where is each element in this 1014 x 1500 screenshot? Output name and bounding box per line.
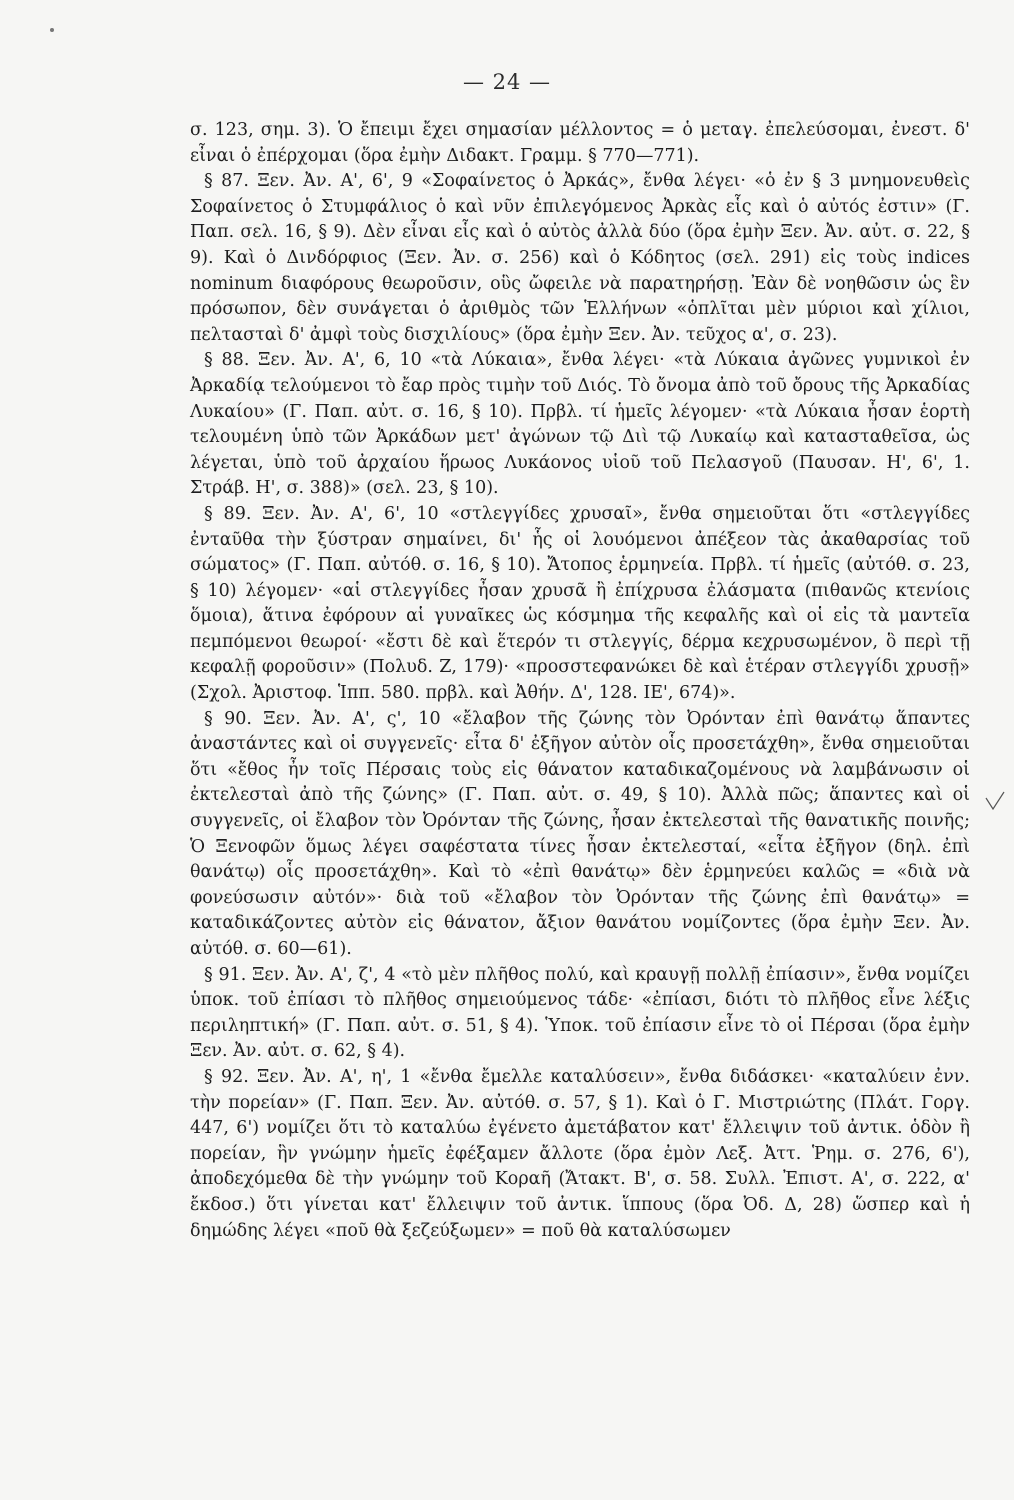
paragraph-90: § 90. Ξεν. Ἀν. Α', ς', 10 «ἔλαβον τῆς ζώνης τὸν Ὀρόνταν ἐπὶ θανάτῳ ἅπαντες ἀναστάντες καὶ οἱ συγγενεῖς· εἶτα δ' ἐξῆγον αὐτὸν οἷς προσετάχθη», ἔνθα σημειοῦται ὅτι «ἔθος ἦν τοῖς Πέρσαις τοὺς εἰς θάνατον καταδικαζομένους νὰ λαμβάνωσιν οἱ ἐκτελεσταὶ ἀπὸ τῆς ζώνης» (Γ. Παπ. αὐτ. σ. 49, § 10). Ἀλλὰ πῶς; ἅπαντες καὶ οἱ συγγενεῖς, οἱ ἔλαβον τὸν Ὀρόνταν τῆς ζώνης, ἦσαν ἐκτελεσταὶ τῆς θανατικῆς ποινῆς; Ὁ Ξενοφῶν ὅμως λέγει σαφέστατα τίνες ἦσαν ἐκτελεσταί, «εἶτα ἐξῆγον (δηλ. ἐπὶ θανάτῳ) οἷς προσετάχθη». Καὶ τὸ «ἐπὶ θανάτῳ» δὲν ἑρμηνεύει καλῶς = «διὰ νὰ φονεύσωσιν αὐτόν»· διὰ τοῦ «ἔλαβον τὸν Ὀρόνταν τῆς ζώνης ἐπὶ θανάτῳ» = καταδικάζοντες αὐτὸν εἰς θάνατον, ἄξιον θανάτου νομίζοντες (ὅρα ἐμὴν Ξεν. Ἀν. αὐτόθ. σ. 60—61).: [190, 708, 970, 959]
paragraph-92: § 92. Ξεν. Ἀν. Α', η', 1 «ἔνθα ἔμελλε καταλύσειν», ἔνθα διδάσκει· «καταλύειν ἐνν. τὴν πορείαν» (Γ. Παπ. Ξεν. Ἀν. αὐτόθ. σ. 57, § 1). Καὶ ὁ Γ. Μιστριώτης (Πλάτ. Γοργ. 447, 6') νομίζει ὅτι τὸ καταλύω ἐγένετο ἀμετάβατον κατ' ἔλλειψιν τοῦ ἀντικ. ὁδὸν ἢ πορείαν, ἣν γνώμην ἡμεῖς ἐφέξαμεν ἄλλοτε (ὅρα ἐμὸν Λεξ. Ἀττ. Ῥημ. σ. 276, 6'), ἀποδεχόμεθα δὲ τὴν γνώμην τοῦ Κοραῆ (Ἄτακτ. Β', σ. 58. Συλλ. Ἐπιστ. Α', σ. 222, α' ἔκδοσ.) ὅτι γίνεται κατ' ἔλλειψιν τοῦ ἀντικ. ἵππους (ὅρα Ὀδ. Δ, 28) ὥσπερ καὶ ἡ δημώδης λέγει «ποῦ θὰ ξεζεύξωμεν» = ποῦ θὰ καταλύσωμεν: [190, 1066, 970, 1241]
paragraph-89: § 89. Ξεν. Ἀν. Α', 6', 10 «στλεγγίδες χρυσαῖ», ἔνθα σημειοῦται ὅτι «στλεγγίδες ἐνταῦθα τὴν ξύστραν σημαίνει, δι' ἧς οἱ λουόμενοι ἀπέξεον τὰς ἀκαθαρσίας τοῦ σώματος» (Γ. Παπ. αὐτόθ. σ. 16, § 10). Ἄτοπος ἑρμηνεία. Πρβλ. τί ἡμεῖς (αὐτόθ. σ. 23, § 10) λέγομεν· «αἱ στλεγγίδες ἦσαν χρυσᾶ ἢ ἐπίχρυσα ἐλάσματα (πιθανῶς κτενίοις ὅμοια), ἅτινα ἐφόρουν αἱ γυναῖκες ὡς κόσμημα τῆς κεφαλῆς καὶ οἱ εἰς τὰ μαντεῖα πεμπόμενοι θεωροί· «ἔστι δὲ καὶ ἕτερόν τι στλεγγίς, δέρμα κεχρυσωμένον, ὃ περὶ τῇ κεφαλῇ φοροῦσιν» (Πολυδ. Ζ, 179)· «προσστεφανώκει δὲ καὶ ἑτέραν στλεγγίδι χρυσῇ» (Σχολ. Ἀριστοφ. Ἱππ. 580. πρβλ. καὶ Ἀθήν. Δ', 128. ΙΕ', 674)».: [190, 503, 970, 704]
page-number: — 24 —: [462, 70, 552, 94]
paragraph-continuation: σ. 123, σημ. 3). Ὁ ἔπειμι ἔχει σημασίαν μέλλοντος = ὁ μεταγ. ἐπελεύσομαι, ἐνεστ. δ' εἶναι ὁ ἐπέρχομαι (ὅρα ἐμὴν Διδακτ. Γραμμ. § 770—771).: [190, 120, 970, 166]
text-body: [190, 118, 970, 1244]
ink-speck: [50, 28, 54, 32]
paragraph-91: § 91. Ξεν. Ἀν. Α', ζ', 4 «τὸ μὲν πλῆθος πολύ, καὶ κραυγῇ πολλῇ ἐπίασιν», ἔνθα νομίζει ὑποκ. τοῦ ἐπίασι τὸ πλῆθος σημειούμενος τάδε· «ἐπίασι, διότι τὸ πλῆθος εἶνε λέξις περιληπτική» (Γ. Παπ. αὐτ. σ. 51, § 4). Ὑποκ. τοῦ ἐπίασιν εἶνε τὸ οἱ Πέρσαι (ὅρα ἐμὴν Ξεν. Ἀν. αὐτ. σ. 62, § 4).: [190, 964, 970, 1062]
paragraph-88: § 88. Ξεν. Ἀν. Α', 6, 10 «τὰ Λύκαια», ἔνθα λέγει· «τὰ Λύκαια ἀγῶνες γυμνικοὶ ἐν Ἀρκαδίᾳ τελούμενοι τὸ ἔαρ πρὸς τιμὴν τοῦ Διός. Τὸ ὄνομα ἀπὸ τοῦ ὄρους τῆς Ἀρκαδίας Λυκαίου» (Γ. Παπ. αὐτ. σ. 16, § 10). Πρβλ. τί ἡμεῖς λέγομεν· «τὰ Λύκαια ἦσαν ἑορτὴ τελουμένη ὑπὸ τῶν Ἀρκάδων μετ' ἀγώνων τῷ Διὶ τῷ Λυκαίῳ καὶ κατασταθεῖσα, ὡς λέγεται, ὑπὸ τοῦ ἀρχαίου ἥρωος Λυκάονος υἱοῦ τοῦ Πελασγοῦ (Παυσαν. Η', 6', 1. Στράβ. Η', σ. 388)» (σελ. 23, § 10).: [190, 350, 970, 499]
paragraph-87: § 87. Ξεν. Ἀν. Α', 6', 9 «Σοφαίνετος ὁ Ἀρκάς», ἔνθα λέγει· «ὁ ἐν § 3 μνημονευθεὶς Σοφαίνετος ὁ Στυμφάλιος ὁ καὶ νῦν ἐπιλεγόμενος Ἀρκὰς εἷς καὶ ὁ αὐτός ἐστιν» (Γ. Παπ. σελ. 16, § 9). Δὲν εἶναι εἷς καὶ ὁ αὐτὸς ἀλλὰ δύο (ὅρα ἐμὴν Ξεν. Ἀν. αὐτ. σ. 22, § 9). Καὶ ὁ Δινδόρφιος (Ξεν. Ἀν. σ. 256) καὶ ὁ Κόδητος (σελ. 291) εἰς τοὺς indices nominum διαφόρους θεωροῦσιν, οὓς ὤφειλε νὰ παρατηρήσῃ. Ἐὰν δὲ νοηθῶσιν ὡς ἓν πρόσωπον, δὲν συνάγεται ὁ ἀριθμὸς τῶν Ἑλλήνων «ὁπλῖται μὲν μύριοι καὶ χίλιοι, πελτασταὶ δ' ἀμφὶ τοὺς δισχιλίους» (ὅρα ἐμὴν Ξεν. Ἀν. τεῦχος α', σ. 23).: [190, 171, 970, 345]
margin-check-mark-icon: [984, 790, 1006, 812]
